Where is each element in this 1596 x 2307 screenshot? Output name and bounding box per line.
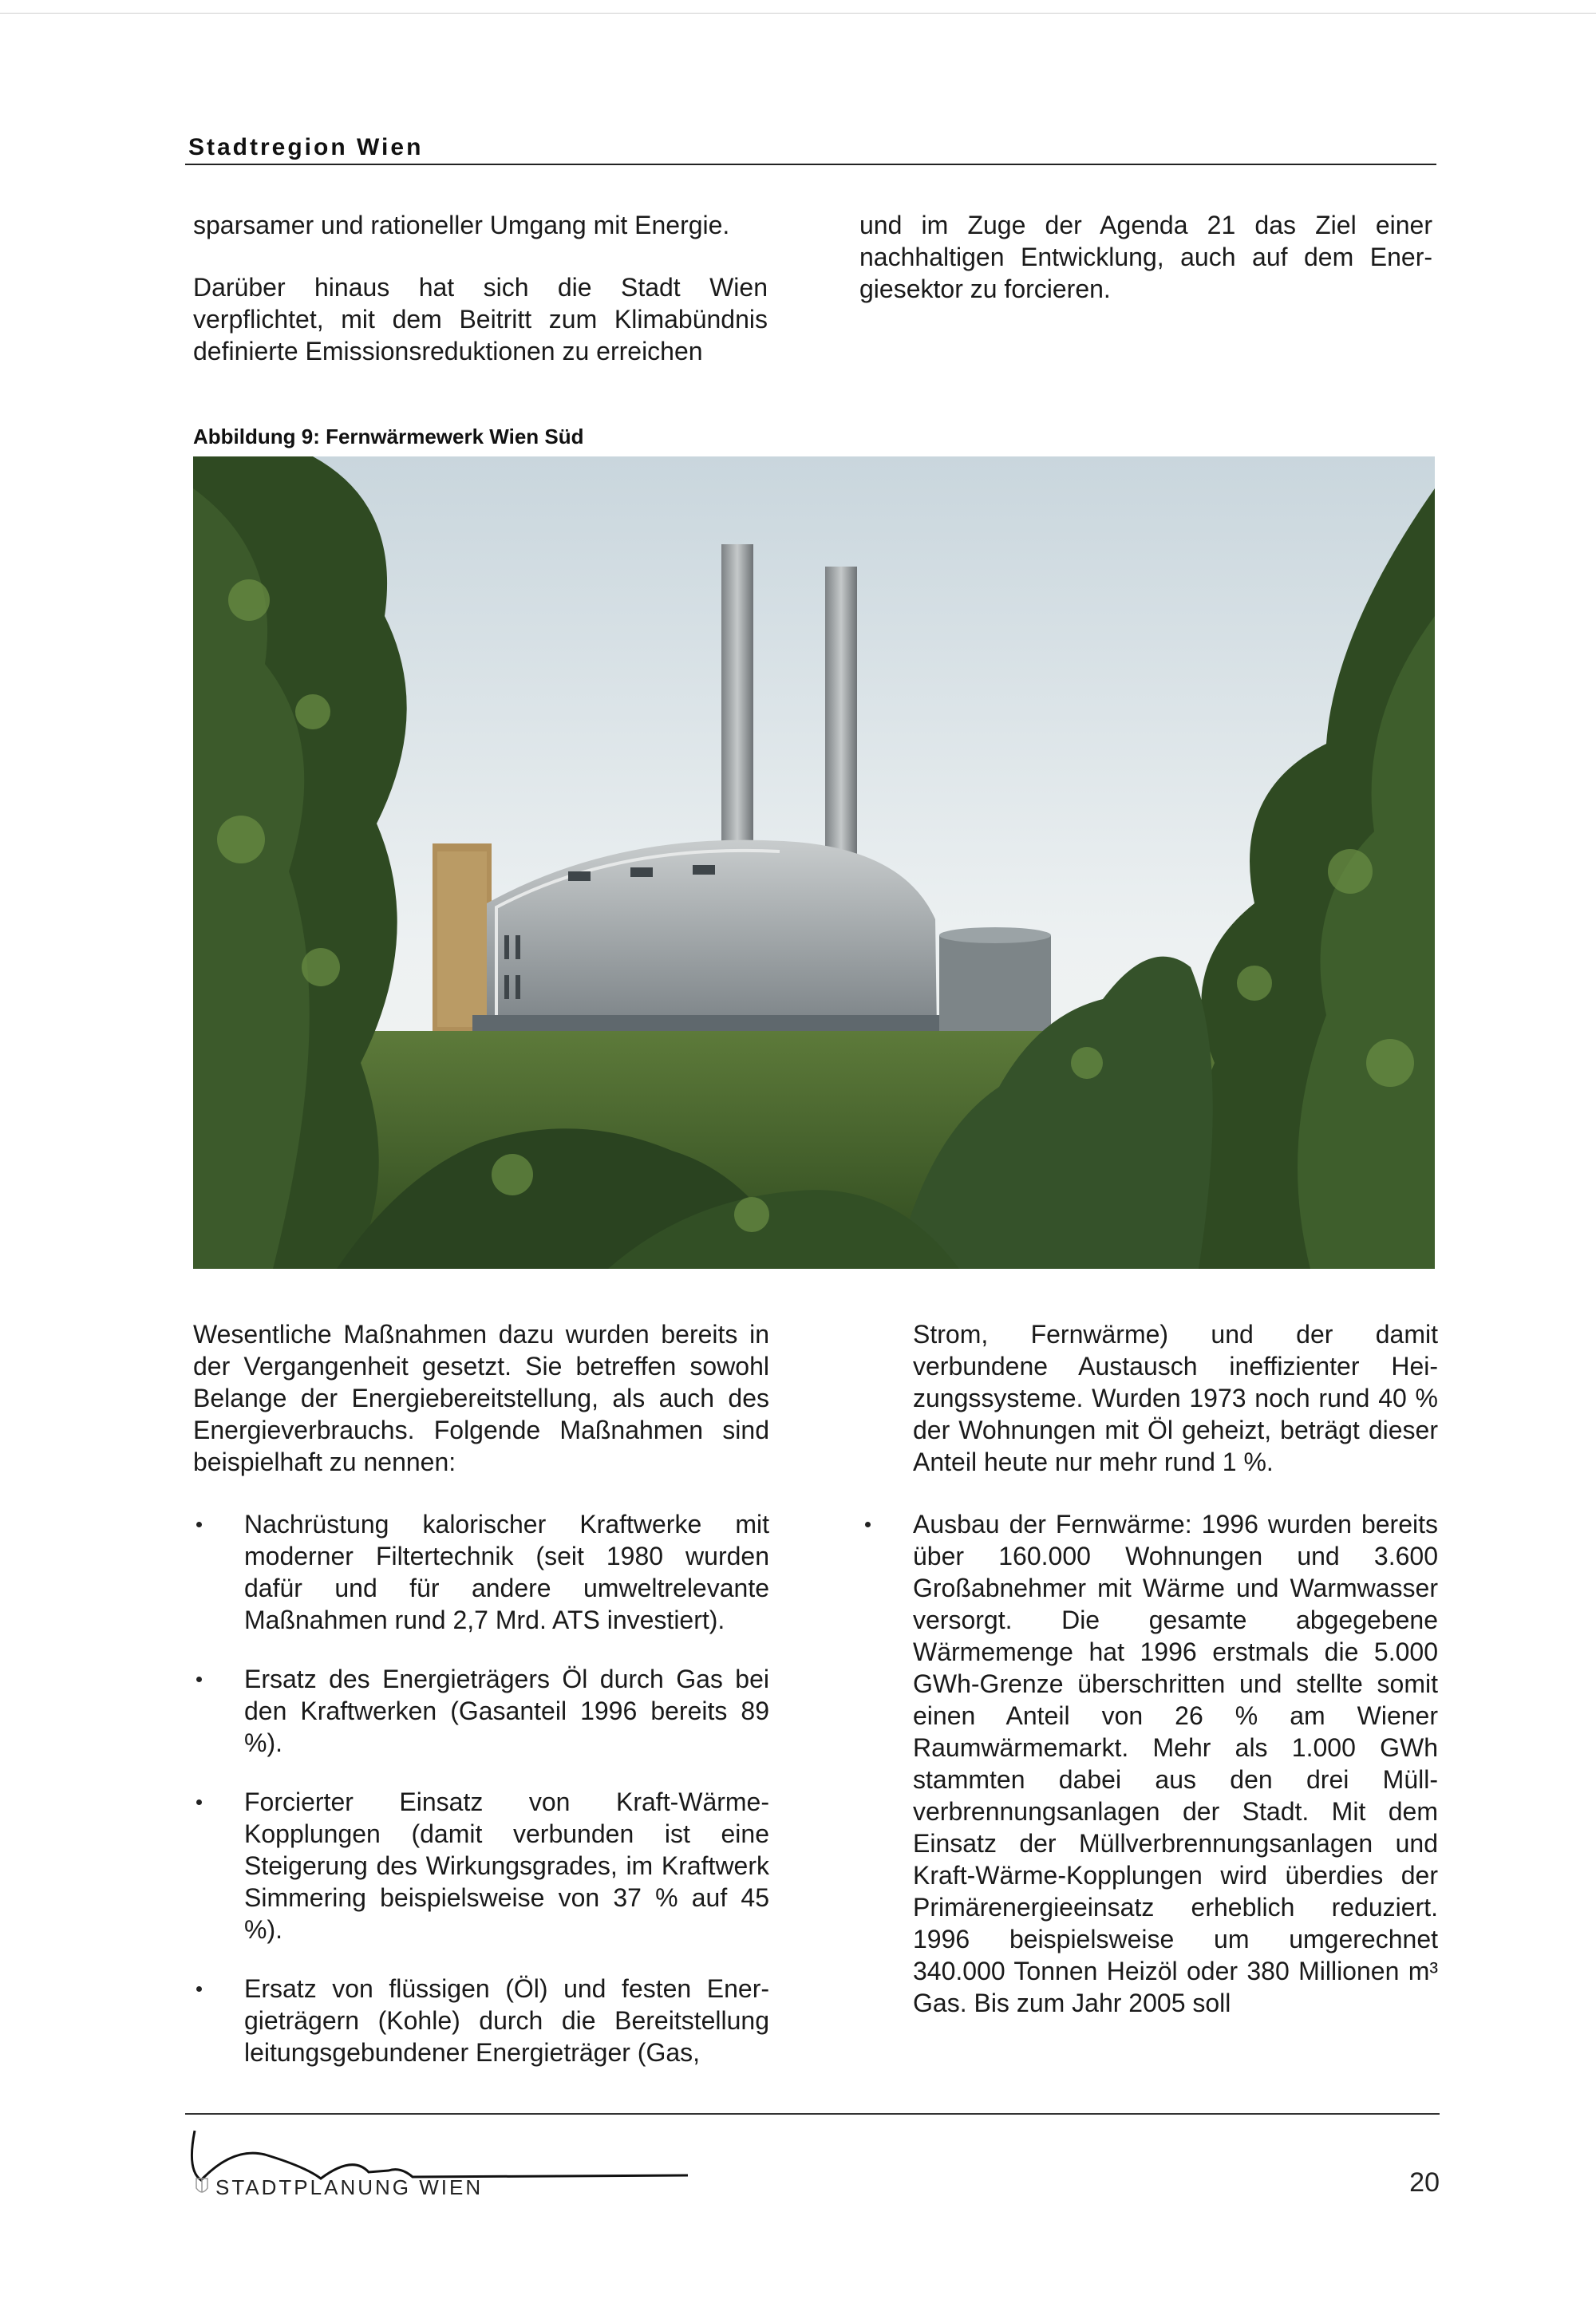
intro-right-column — [859, 209, 1432, 335]
intro-left-column — [193, 209, 768, 397]
figure-caption: Abbildung 9: Fernwärmewerk Wien Süd — [193, 425, 584, 448]
page-number: 20 — [1409, 2167, 1440, 2198]
intro-paragraph-3: und im Zuge der Agenda 21 das Ziel einer nachhaltigen Entwicklung, auch auf dem Energiesektor zu forcieren. — [859, 211, 1432, 303]
list-item: Ausbau der Fernwärme: 1996 wurden bereits über 160.000 Wohnungen und 3.600 Großabnehmer mit Wärme und Warmwasser versorgt. Die gesamte abgegebene Wärmemenge hat 1996 erstmals die 5.000 GWh-Grenze überschritten und stellte somit einen Anteil von 26 % am Wiener Raumwärmemarkt. Mehr als 1.000 GWh stammten dabei aus den drei Müllverbrennungsanlagen der Stadt. Mit dem Einsatz der Müllverbrennungsanlagen und Kraft-Wärme-Kopplungen wird überdies der Primärenergieeinsatz erheblich reduziert. 1996 beispielsweise um umgerechnet 340.000 Tonnen Heizöl oder 380 Millionen m³ Gas. Bis zum Jahr 2005 soll — [913, 1510, 1438, 2017]
footer-organization: STADTPLANUNG WIEN — [215, 2175, 484, 2199]
vienna-crest-icon — [196, 2177, 208, 2196]
body-left-column — [193, 1318, 769, 2096]
intro-paragraph-2: Darüber hinaus hat sich die Stadt Wien verpflichtet, mit dem Beitritt zum Klimabündnis definierte Emissionsreduktionen zu erreichen — [193, 273, 768, 365]
body-intro-paragraph: Wesentliche Maßnahmen dazu wurden bereits in der Vergangenheit gesetzt. Sie betreffen sowohl Belange der Energiebereitstellung, als auch des Energieverbrauchs. Folgende Maßnahmen sind beispielhaft zu nennen: — [193, 1320, 769, 1476]
list-item-continuation: Strom, Fernwärme) und der damit verbundene Austausch ineffizienter Heizungssysteme. Wurden 1973 noch rund 40 % der Wohnungen mit Öl geheizt, beträgt dieser Anteil heute nur mehr rund 1 %. — [913, 1320, 1438, 1476]
measures-list-right — [913, 1508, 1438, 2019]
photo-illustration — [193, 456, 1435, 1269]
figure-photo-heating-plant — [193, 456, 1435, 1269]
list-item: Ersatz von flüssigen (Öl) und festen Energieträgern (Kohle) durch die Bereitstellung leitungsgebundener Energieträger (Gas, — [193, 1973, 769, 2068]
running-header: Stadtregion Wien — [188, 134, 424, 160]
footer-rule — [185, 2113, 1440, 2115]
top-edge-rule — [0, 13, 1596, 14]
storage-tank — [939, 935, 1051, 1031]
body-right-column — [913, 1318, 1438, 2046]
intro-paragraph-1: sparsamer und rationeller Umgang mit Energie. — [193, 211, 730, 239]
header-rule — [185, 164, 1436, 165]
list-item: Forcierter Einsatz von Kraft-Wärme-Kopplungen (damit verbunden ist eine Steigerung des Wirkungsgrades, im Kraftwerk Simmering beispielsweise von 37 % auf 45 %). — [193, 1786, 769, 1946]
measures-list-left — [193, 1508, 769, 2068]
list-item: Nachrüstung kalorischer Kraftwerke mit moderner Filtertechnik (seit 1980 wurden dafür und für andere umweltrelevante Maßnahmen rund 2,7 Mrd. ATS investiert). — [193, 1508, 769, 1636]
list-item: Ersatz des Energieträgers Öl durch Gas bei den Kraftwerken (Gasanteil 1996 bereits 89 %). — [193, 1663, 769, 1759]
